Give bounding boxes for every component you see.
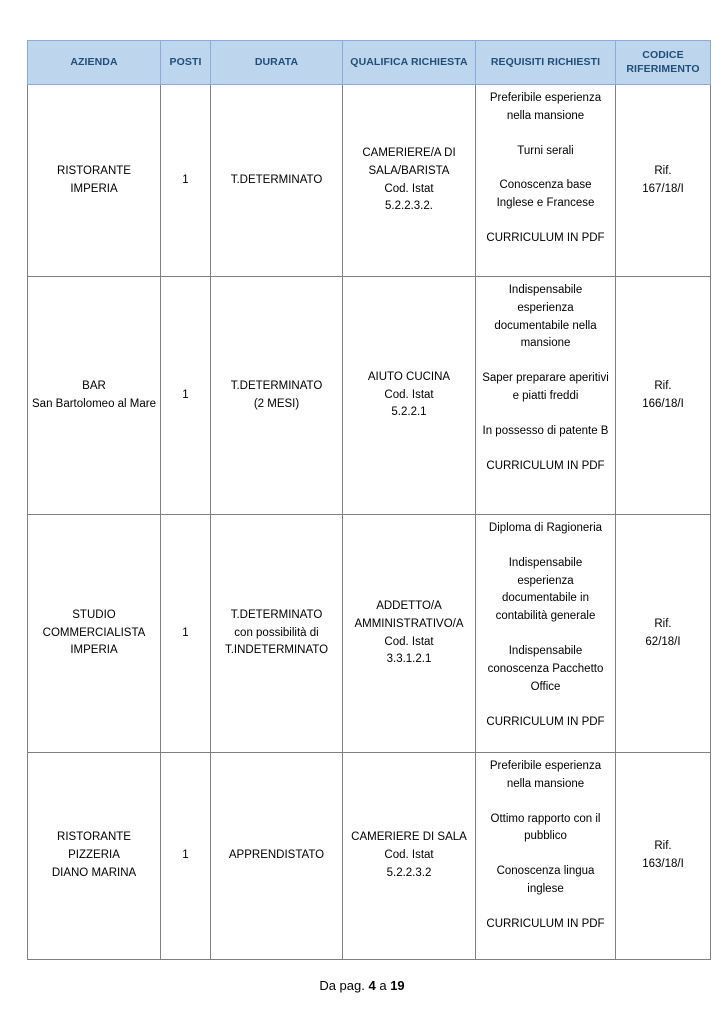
codice-lines bbox=[620, 163, 706, 199]
requirement-item: Indispensabile esperienza documentabile nella mansione bbox=[494, 284, 600, 350]
requirement-item: Diploma di Ragioneria bbox=[488, 522, 603, 534]
cell-durata bbox=[211, 85, 343, 277]
requisiti-items bbox=[480, 282, 611, 476]
durata-lines bbox=[215, 607, 338, 660]
requirement-item: In possesso di patente B bbox=[482, 424, 609, 437]
text-line: PIZZERIA bbox=[68, 849, 120, 862]
text-line: T.INDETERMINATO bbox=[224, 644, 329, 657]
text-line: STUDIO bbox=[72, 608, 116, 621]
text-line: Rif. bbox=[654, 379, 672, 392]
text-line: RISTORANTE bbox=[57, 831, 131, 844]
requirement-spacer bbox=[480, 213, 611, 230]
text-line: T.DETERMINATO bbox=[230, 608, 323, 621]
requirement-spacer bbox=[480, 899, 611, 916]
requisiti-items bbox=[480, 90, 611, 248]
text-line: 5.2.2.1 bbox=[391, 406, 427, 419]
text-line: 5.2.2.3.2. bbox=[385, 200, 433, 213]
text-line: Rif. bbox=[654, 840, 672, 853]
column-header-requisiti: REQUISITI RICHIESTI bbox=[476, 41, 616, 85]
requirement-item: Preferibile esperienza nella mansione bbox=[489, 92, 605, 122]
table-body bbox=[28, 85, 711, 960]
requirement-spacer bbox=[480, 846, 611, 863]
column-header-durata: DURATA bbox=[211, 41, 343, 85]
requirement-spacer bbox=[480, 538, 611, 555]
text-line: T.DETERMINATO bbox=[230, 173, 323, 186]
text-line: Cod. Istat bbox=[384, 849, 434, 862]
text-line: COMMERCIALISTA bbox=[42, 626, 146, 639]
column-header-qualifica: QUALIFICA RICHIESTA bbox=[343, 41, 476, 85]
text-line: SALA/BARISTA bbox=[368, 164, 450, 177]
durata-lines bbox=[215, 847, 338, 865]
requirement-item: CURRICULUM IN PDF bbox=[486, 917, 605, 930]
requirement-spacer bbox=[480, 406, 611, 423]
codice-lines bbox=[620, 616, 706, 652]
cell-codice bbox=[616, 753, 711, 960]
requisiti-items bbox=[480, 520, 611, 731]
cell-posti: 1 bbox=[161, 85, 211, 277]
requirement-item: Conoscenza base Inglese e Francese bbox=[496, 179, 595, 210]
text-line: CAMERIERE DI SALA bbox=[351, 831, 467, 844]
qualifica-lines bbox=[347, 829, 471, 882]
azienda-lines bbox=[32, 829, 156, 882]
table-row bbox=[28, 85, 711, 277]
text-line: Cod. Istat bbox=[384, 635, 434, 648]
requirement-spacer bbox=[480, 353, 611, 370]
text-line: IMPERIA bbox=[70, 644, 118, 657]
table-header bbox=[28, 41, 711, 85]
table-row bbox=[28, 277, 711, 515]
requirement-item: Indispensabile conoscenza Pacchetto Office bbox=[487, 645, 607, 693]
text-line: Rif. bbox=[654, 164, 672, 177]
requirement-spacer bbox=[480, 626, 611, 643]
text-line: APPRENDISTATO bbox=[228, 849, 325, 862]
table-row bbox=[28, 753, 711, 960]
cell-codice bbox=[616, 515, 711, 753]
text-line: RISTORANTE bbox=[57, 164, 131, 177]
table-row bbox=[28, 515, 711, 753]
qualifica-lines bbox=[347, 369, 471, 422]
requirement-item: Preferibile esperienza nella mansione bbox=[489, 760, 605, 790]
text-line: T.DETERMINATO bbox=[230, 379, 323, 392]
column-header-codice-line2: RIFERIMENTO bbox=[626, 62, 700, 75]
cell-qualifica bbox=[343, 277, 476, 515]
requirement-item: CURRICULUM IN PDF bbox=[486, 715, 605, 728]
requirement-item: CURRICULUM IN PDF bbox=[486, 459, 605, 472]
column-header-azienda: AZIENDA bbox=[28, 41, 161, 85]
cell-azienda bbox=[28, 753, 161, 960]
requirement-spacer bbox=[480, 794, 611, 811]
requirement-item: Conoscenza lingua inglese bbox=[496, 865, 598, 896]
qualifica-lines bbox=[347, 598, 471, 669]
column-header-codice-line1: CODICE bbox=[642, 49, 684, 62]
text-line: San Bartolomeo al Mare bbox=[32, 397, 157, 410]
requirement-item: CURRICULUM IN PDF bbox=[486, 232, 605, 245]
cell-codice bbox=[616, 277, 711, 515]
cell-requisiti bbox=[476, 515, 616, 753]
cell-qualifica bbox=[343, 85, 476, 277]
codice-lines bbox=[620, 378, 706, 414]
requirement-spacer bbox=[480, 697, 611, 714]
cell-posti: 1 bbox=[161, 277, 211, 515]
job-vacancy-table bbox=[27, 40, 711, 960]
qualifica-lines bbox=[347, 145, 471, 216]
footer-to-page: 19 bbox=[390, 978, 405, 993]
text-line: AMMINISTRATIVO/A bbox=[354, 617, 464, 630]
cell-posti: 1 bbox=[161, 515, 211, 753]
column-header-codice bbox=[616, 41, 711, 85]
text-line: AIUTO CUCINA bbox=[367, 370, 451, 383]
text-line: Cod. Istat bbox=[384, 388, 434, 401]
cell-azienda bbox=[28, 515, 161, 753]
text-line: 163/18/I bbox=[642, 858, 684, 870]
text-line: CAMERIERE/A DI bbox=[362, 146, 456, 159]
text-line: BAR bbox=[82, 379, 106, 392]
text-line: Rif. bbox=[654, 617, 672, 630]
text-line: (2 MESI) bbox=[253, 397, 300, 410]
text-line: ADDETTO/A bbox=[376, 599, 442, 612]
footer-prefix: Da pag. bbox=[319, 978, 369, 993]
text-line: IMPERIA bbox=[70, 182, 118, 195]
cell-azienda bbox=[28, 85, 161, 277]
text-line: DIANO MARINA bbox=[51, 866, 137, 879]
text-line: 3.3.1.2.1 bbox=[386, 653, 432, 666]
cell-codice bbox=[616, 85, 711, 277]
cell-durata bbox=[211, 515, 343, 753]
azienda-lines bbox=[32, 607, 156, 660]
text-line: 166/18/I bbox=[642, 397, 684, 410]
text-line: 62/18/I bbox=[645, 635, 681, 648]
header-row bbox=[28, 41, 711, 85]
cell-durata bbox=[211, 277, 343, 515]
durata-lines bbox=[215, 378, 338, 414]
azienda-lines bbox=[32, 163, 156, 199]
cell-azienda bbox=[28, 277, 161, 515]
requirement-item: Turni serali bbox=[517, 144, 574, 157]
page-footer bbox=[0, 978, 724, 995]
footer-middle: a bbox=[375, 978, 391, 993]
requirement-item: Indispensabile esperienza documentabile in contabilità generale bbox=[495, 556, 596, 623]
column-header-posti: POSTI bbox=[161, 41, 211, 85]
requirement-item: Saper preparare aperitivi e piatti freddi bbox=[482, 372, 612, 403]
cell-requisiti bbox=[476, 85, 616, 277]
requirement-spacer bbox=[480, 126, 611, 143]
codice-lines bbox=[620, 838, 706, 874]
footer-from-page: 4 bbox=[368, 978, 376, 993]
cell-posti: 1 bbox=[161, 753, 211, 960]
requisiti-items bbox=[480, 758, 611, 934]
cell-requisiti bbox=[476, 753, 616, 960]
cell-requisiti bbox=[476, 277, 616, 515]
durata-lines bbox=[215, 172, 338, 190]
text-line: Cod. Istat bbox=[384, 182, 434, 195]
cell-durata bbox=[211, 753, 343, 960]
text-line: 167/18/I bbox=[642, 182, 684, 195]
requirement-item: Ottimo rapporto con il pubblico bbox=[490, 812, 604, 843]
requirement-spacer bbox=[480, 441, 611, 458]
cell-qualifica bbox=[343, 753, 476, 960]
text-line: con possibilità di bbox=[234, 626, 319, 639]
text-line: 5.2.2.3.2 bbox=[386, 866, 432, 879]
cell-qualifica bbox=[343, 515, 476, 753]
requirement-spacer bbox=[480, 160, 611, 177]
azienda-lines bbox=[32, 378, 156, 414]
